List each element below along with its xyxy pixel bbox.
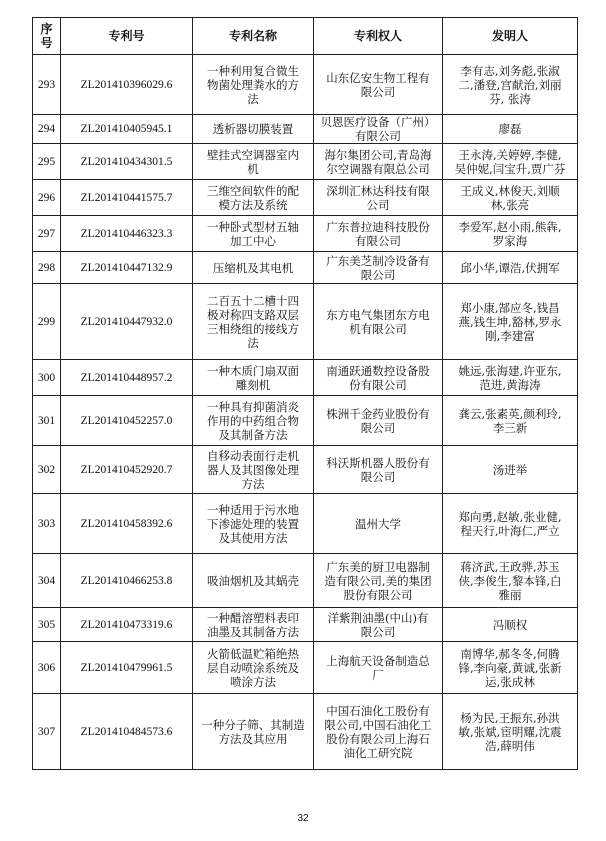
- row-inventors: [443, 216, 578, 252]
- table-row: [33, 115, 578, 144]
- row-patent-holder-line: 股份有限公司: [343, 587, 413, 602]
- row-patent-name-line: 加工中心: [230, 233, 276, 248]
- row-patent-holder: [314, 284, 443, 360]
- row-patent-name-line: 一种醋溶塑料表印: [207, 610, 299, 625]
- row-patent-holder-line: 广东美芝制冷设备有: [326, 253, 430, 268]
- row-seq: 300: [33, 360, 61, 396]
- row-patent-holder-line: 温州大学: [355, 516, 401, 531]
- row-patent-holder-line: 海尔集团公司,青岛海: [324, 147, 432, 162]
- header-patent-number: 专利号: [61, 18, 193, 55]
- table-row: [33, 55, 578, 115]
- row-patent-holder: [314, 252, 443, 284]
- row-inventors-line: 汤进举: [492, 462, 528, 477]
- row-patent-holder-line: 山东亿安生物工程有: [326, 70, 430, 85]
- row-patent-name-line: 一种具有抑菌消炎: [207, 399, 299, 414]
- row-patent-name-line: 透析器切膜装置: [212, 122, 294, 136]
- row-patent-name-line: 喷涂方法: [230, 674, 276, 689]
- row-patent-holder: [314, 554, 443, 608]
- row-inventors-line: 雅丽: [498, 587, 522, 602]
- row-patent-name-line: 作用的中药组合物: [207, 413, 299, 428]
- header-seq-line: 序: [40, 22, 53, 36]
- row-patent-holder: [314, 360, 443, 396]
- row-inventors-line: 杨为民,王振东,孙洪: [460, 710, 560, 725]
- row-inventors-line: 冯顺权: [492, 617, 528, 632]
- table-row: [33, 642, 578, 694]
- header-patent-name: 专利名称: [193, 18, 314, 55]
- row-patent-holder-line: 份有限公司: [349, 377, 407, 392]
- row-seq: 303: [33, 494, 61, 554]
- row-inventors: [443, 252, 578, 284]
- row-inventors-line: 王成义,林俊天,刘顺: [460, 183, 560, 198]
- row-patent-name-line: 火箭低温贮箱绝热: [207, 646, 299, 661]
- row-patent-holder-line: 机有限公司: [349, 321, 407, 336]
- patent-table: [32, 17, 578, 770]
- row-patent-name: [193, 360, 314, 396]
- table-row: [33, 446, 578, 494]
- row-patent-holder: [314, 144, 443, 180]
- row-patent-number: ZL201410452257.0: [61, 396, 193, 446]
- row-patent-holder-line: 尔空调器有限总公司: [326, 161, 430, 176]
- row-seq: 295: [33, 144, 61, 180]
- row-seq: 305: [33, 608, 61, 642]
- row-patent-holder-line: 南通跃通数控设备股: [326, 363, 430, 378]
- row-inventors: [443, 115, 578, 144]
- row-patent-name: [193, 446, 314, 494]
- row-inventors-line: 范进,黄海涛: [479, 377, 541, 392]
- table-row: [33, 360, 578, 396]
- row-patent-holder: [314, 642, 443, 694]
- row-patent-number: ZL201410441575.7: [61, 180, 193, 216]
- row-inventors: [443, 494, 578, 554]
- row-patent-holder: [314, 694, 443, 770]
- page-number: 32: [297, 813, 309, 824]
- row-inventors-line: 林,张亮: [490, 197, 530, 212]
- row-patent-number: ZL201410479961.5: [61, 642, 193, 694]
- row-patent-name: [193, 115, 314, 144]
- row-patent-holder-line: 中国石油化工股份有: [326, 703, 430, 718]
- row-inventors-line: 姚远,张海建,许亚东,: [458, 363, 562, 378]
- row-patent-name: [193, 252, 314, 284]
- row-inventors: [443, 55, 578, 115]
- row-patent-holder-line: 科沃斯机器人股份有: [326, 455, 430, 470]
- table-row: [33, 252, 578, 284]
- row-patent-name-line: 压缩机及其电机: [212, 260, 294, 275]
- row-seq: 296: [33, 180, 61, 216]
- row-patent-name-line: 吸油烟机及其蜗壳: [207, 573, 299, 588]
- row-patent-number: ZL201410473319.6: [61, 608, 193, 642]
- row-patent-name-line: 雕刻机: [235, 377, 271, 392]
- row-inventors: [443, 284, 578, 360]
- row-patent-name-line: 方法及其应用: [218, 731, 288, 746]
- row-patent-number: ZL201410446323.3: [61, 216, 193, 252]
- row-patent-name-line: 及其制备方法: [218, 427, 288, 442]
- table-row: [33, 284, 578, 360]
- row-patent-holder: [314, 216, 443, 252]
- row-inventors: [443, 180, 578, 216]
- row-seq: 302: [33, 446, 61, 494]
- row-patent-name-line: 机: [247, 161, 259, 176]
- table-header-row: [33, 18, 578, 55]
- table-row: [33, 554, 578, 608]
- row-patent-name-line: 及其使用方法: [218, 530, 288, 545]
- table-row: [33, 694, 578, 770]
- row-patent-name-line: 法: [247, 335, 259, 350]
- row-patent-name-line: 壁挂式空调器室内: [207, 147, 299, 162]
- row-inventors-line: 程天行,叶海仁,严立: [460, 523, 560, 538]
- row-patent-name: [193, 494, 314, 554]
- row-inventors-line: 王永涛,关婷婷,李健,: [458, 147, 562, 162]
- row-patent-holder-line: 厂: [372, 667, 384, 682]
- row-inventors-line: 南博华,郝冬冬,何腾: [460, 646, 560, 661]
- row-patent-name: [193, 694, 314, 770]
- row-patent-name-line: 油墨及其制备方法: [207, 624, 299, 639]
- row-patent-name-line: 下渗滤处理的装置: [207, 516, 299, 531]
- row-inventors-line: 李爱军,赵小雨,熊犇,: [458, 219, 562, 234]
- header-inventors: 发明人: [443, 18, 578, 55]
- row-patent-name-line: 模方法及系统: [218, 197, 288, 212]
- row-inventors-line: 刚,李建富: [485, 328, 535, 343]
- row-seq: 306: [33, 642, 61, 694]
- row-seq: 293: [33, 55, 61, 115]
- table-body: [33, 55, 578, 770]
- row-patent-name-line: 自移动表面行走机: [207, 448, 299, 463]
- row-patent-name-line: 三维空间软件的配: [207, 183, 299, 198]
- row-inventors-line: 敏,张斌,宦明耀,沈震: [458, 724, 562, 739]
- row-patent-name-line: 一种分子筛、其制造: [201, 717, 305, 732]
- row-patent-name-line: 物菌处理粪水的方: [207, 77, 299, 92]
- row-patent-name-line: 一种卧式型材五轴: [207, 219, 299, 234]
- row-patent-holder-line: 上海航天设备制造总: [326, 653, 430, 668]
- header-seq: [33, 18, 61, 55]
- row-patent-holder-line: 限公司: [360, 420, 396, 435]
- row-patent-name-line: 器人及其图像处理: [207, 462, 299, 477]
- row-patent-holder-line: 广东美的厨卫电器制: [326, 559, 430, 574]
- row-patent-holder-line: 贝恩医疗设备（广州）: [320, 115, 436, 129]
- row-patent-number: ZL201410448957.2: [61, 360, 193, 396]
- row-seq: 297: [33, 216, 61, 252]
- row-seq: 307: [33, 694, 61, 770]
- row-patent-holder-line: 油化工研究院: [343, 745, 413, 760]
- row-patent-number: ZL201410405945.1: [61, 115, 193, 144]
- row-patent-holder: [314, 115, 443, 144]
- row-inventors-line: 燕,钱生坤,豁林,罗永: [458, 314, 562, 329]
- row-patent-holder-line: 有限公司: [355, 129, 401, 143]
- row-patent-name: [193, 608, 314, 642]
- table-row: [33, 494, 578, 554]
- row-patent-holder-line: 限公司: [360, 624, 396, 639]
- table-row: [33, 608, 578, 642]
- table-row: [33, 144, 578, 180]
- row-patent-number: ZL201410452920.7: [61, 446, 193, 494]
- row-patent-holder-line: 限公司: [360, 84, 396, 99]
- row-inventors: [443, 144, 578, 180]
- row-patent-name: [193, 642, 314, 694]
- row-patent-name: [193, 180, 314, 216]
- row-patent-holder: [314, 446, 443, 494]
- row-patent-name-line: 三相绕组的接线方: [207, 321, 299, 336]
- row-inventors-line: 锋,李向豪,黄诚,张新: [458, 660, 562, 675]
- row-patent-name-line: 一种利用复合微生: [207, 63, 299, 78]
- row-patent-holder-line: 广东普拉迪科技股份: [326, 219, 430, 234]
- row-patent-holder-line: 深圳汇林达科技有限: [326, 183, 430, 198]
- table-row: [33, 180, 578, 216]
- row-patent-name: [193, 144, 314, 180]
- row-patent-holder-line: 公司: [366, 197, 390, 212]
- row-patent-name-line: 方法: [241, 476, 265, 491]
- row-inventors-line: 李有志,刘务彪,张淑: [460, 63, 560, 78]
- row-inventors-line: 浩,薛明伟: [485, 738, 535, 753]
- row-patent-holder-line: 限公司,中国石油化工: [324, 717, 432, 732]
- row-inventors-line: 二,潘登,宫献治,刘丽: [458, 77, 562, 92]
- row-inventors-line: 侠,李俊生,黎本锋,白: [458, 573, 562, 588]
- row-seq: 301: [33, 396, 61, 446]
- row-seq: 298: [33, 252, 61, 284]
- row-inventors: [443, 608, 578, 642]
- row-patent-name-line: 一种适用于污水地: [207, 502, 299, 517]
- row-patent-name-line: 二百五十二槽十四: [207, 293, 299, 308]
- row-patent-holder: [314, 608, 443, 642]
- row-patent-number: ZL201410447932.0: [61, 284, 193, 360]
- row-patent-number: ZL201410434301.5: [61, 144, 193, 180]
- table-row: [33, 216, 578, 252]
- row-patent-name: [193, 396, 314, 446]
- row-patent-holder: [314, 180, 443, 216]
- row-inventors: [443, 396, 578, 446]
- row-patent-name-line: 法: [247, 91, 259, 106]
- row-seq: 304: [33, 554, 61, 608]
- row-inventors-line: 罗家海: [492, 233, 528, 248]
- row-inventors: [443, 360, 578, 396]
- row-patent-holder-line: 股份有限公司上海石: [326, 731, 430, 746]
- row-patent-name: [193, 216, 314, 252]
- row-patent-holder-line: 株洲千金药业股份有: [326, 406, 430, 421]
- row-patent-number: ZL201410396029.6: [61, 55, 193, 115]
- row-inventors-line: 蒋济武,王政骅,苏玉: [460, 559, 560, 574]
- row-patent-name: [193, 554, 314, 608]
- row-patent-number: ZL201410466253.8: [61, 554, 193, 608]
- row-inventors: [443, 554, 578, 608]
- row-patent-holder: [314, 494, 443, 554]
- row-inventors-line: 廖磊: [498, 122, 522, 136]
- row-patent-number: ZL201410484573.6: [61, 694, 193, 770]
- row-inventors-line: 郑向勇,赵敏,张业健,: [458, 509, 562, 524]
- row-inventors-line: 吴仲妮,闫宝升,贾广芬: [454, 161, 566, 176]
- row-patent-number: ZL201410458392.6: [61, 494, 193, 554]
- row-inventors-line: 龚云,张素英,颜利玲,: [458, 406, 562, 421]
- row-patent-name: [193, 55, 314, 115]
- row-patent-name-line: 层自动喷涂系统及: [207, 660, 299, 675]
- row-patent-holder: [314, 396, 443, 446]
- row-patent-holder-line: 限公司: [360, 469, 396, 484]
- row-patent-name-line: 极对称四支路双层: [207, 307, 299, 322]
- table-row: [33, 396, 578, 446]
- row-inventors: [443, 694, 578, 770]
- row-patent-holder: [314, 55, 443, 115]
- row-inventors-line: 郑小康,郜应冬,钱昌: [460, 300, 560, 315]
- row-inventors-line: 李三新: [492, 420, 528, 435]
- header-patent-holder: 专利权人: [314, 18, 443, 55]
- row-inventors: [443, 446, 578, 494]
- row-patent-holder-line: 洋紫荆油墨(中山)有: [327, 610, 429, 625]
- row-inventors-line: 芬, 张涛: [489, 91, 531, 106]
- row-inventors: [443, 642, 578, 694]
- row-inventors-line: 邱小华,谭浩,伏拥军: [460, 260, 560, 275]
- row-patent-name: [193, 284, 314, 360]
- row-patent-name-line: 一种木质门扇双面: [207, 363, 299, 378]
- row-patent-holder-line: 有限公司: [355, 233, 401, 248]
- row-patent-holder-line: 限公司: [360, 267, 396, 282]
- header-seq-line: 号: [40, 36, 53, 50]
- row-seq: 294: [33, 115, 61, 144]
- row-inventors-line: 运,张成林: [485, 674, 535, 689]
- row-patent-holder-line: 东方电气集团东方电: [326, 307, 430, 322]
- row-patent-number: ZL201410447132.9: [61, 252, 193, 284]
- row-patent-holder-line: 造有限公司,美的集团: [324, 573, 432, 588]
- row-seq: 299: [33, 284, 61, 360]
